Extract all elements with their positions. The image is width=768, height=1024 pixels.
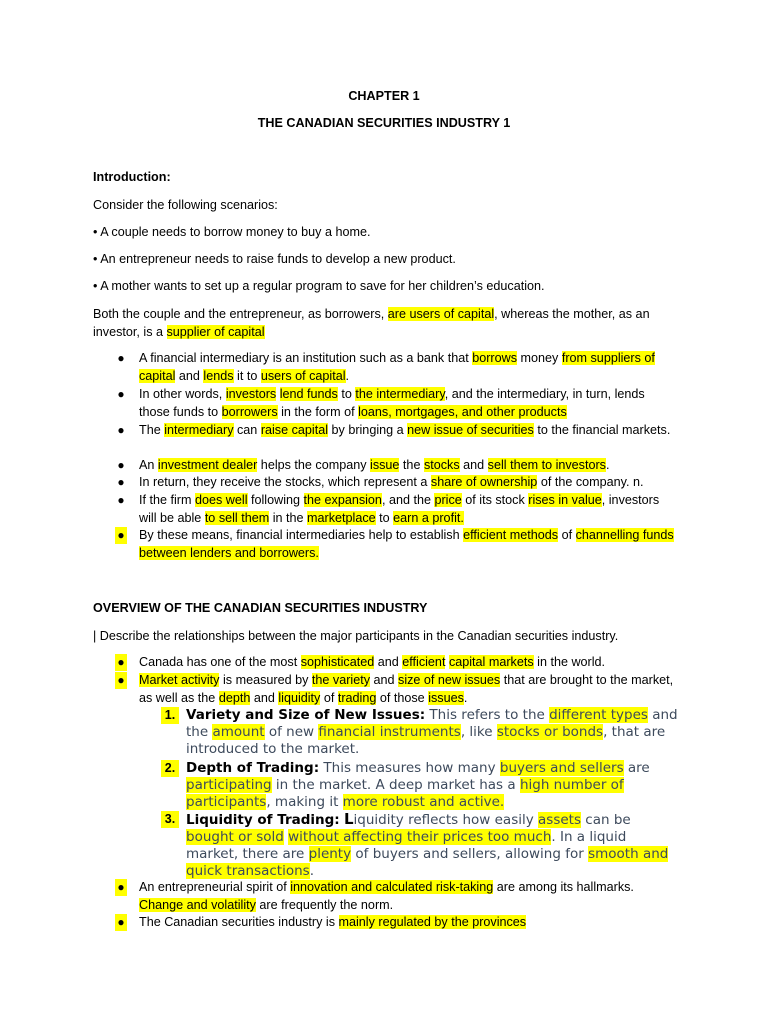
bullet-dot: ● [117,493,125,507]
intro-heading: Introduction: [93,170,171,184]
text-run: . [309,863,314,879]
text-run: . [463,690,468,705]
numbered-item [186,707,681,758]
numbered-item [186,811,681,880]
text-run: to [375,510,394,525]
scenario-item: • An entrepreneur needs to raise funds to develop a new product. [93,252,456,266]
bullet-dot: ● [117,351,125,365]
intro-paragraph [93,305,678,341]
text-run: The [139,423,165,437]
highlighted-text: participating [186,777,272,793]
list-number: 3. [161,811,179,828]
term-label: Depth of Trading: [186,760,320,776]
highlighted-text: smooth and quick transactions [186,846,669,879]
highlighted-text: different types [549,707,648,723]
text-run: An entrepreneurial spirit of [139,880,291,894]
bullet-dot: ● [115,527,127,544]
bullet-item [139,386,674,421]
highlighted-text: innovation and calculated risk-taking [290,880,494,894]
scenario-item: • A mother wants to set up a regular program to save for her children’s education. [93,279,545,293]
text-run: is measured by [219,673,312,687]
text-run: This refers to the [425,707,550,723]
bullet-item [139,879,674,914]
text-run: and the [186,707,678,740]
text-run: of [558,528,576,542]
text-run: of new [264,724,319,740]
text-run: and [175,368,204,383]
bullet-item [139,527,674,562]
text-run: in the form of [277,404,359,419]
highlighted-text: issue [370,458,400,472]
text-run: A financial intermediary is an institution such as a bank that [139,351,473,365]
text-run: can be [581,812,631,828]
scenario-lead: Consider the following scenarios: [93,198,278,212]
text-run: , like [460,724,497,740]
highlighted-text: the intermediary [355,387,445,401]
text-run: and [459,458,488,472]
highlighted-text: liquidity [278,690,321,705]
highlighted-text: raise capital [260,423,329,437]
text-run: An [139,458,158,472]
highlighted-text: Change and volatility [139,897,256,912]
text-run: are among its hallmarks. [493,880,634,894]
text-run: , and the intermediary, in turn, lends those funds to [139,387,645,419]
highlighted-text: supplier of capital [166,325,265,339]
bullet-dot: ● [117,387,125,401]
drop-letter: L [343,810,354,828]
text-run: of its stock [461,493,529,507]
highlighted-text: borrows [472,351,518,365]
highlighted-text: share of ownership [430,475,538,489]
text-run: of the company. n. [537,475,644,489]
bullet-item [139,654,674,672]
text-run: that are brought to the market, as well as the [139,673,674,705]
bullet-item [139,457,674,475]
text-run: to [337,387,356,401]
text-run: of those [376,690,429,705]
term-label: Variety and Size of New Issues: [186,707,426,723]
highlighted-text: to sell them [204,510,270,525]
text-run: of buyers and sellers, allowing for [351,846,589,862]
highlighted-text: investment dealer [157,458,258,472]
chapter-title: CHAPTER 1 [348,89,420,103]
text-run: in the world. [533,655,606,669]
highlighted-text: efficient [402,655,446,669]
highlighted-text: financial instruments [318,724,461,740]
overview-heading: OVERVIEW OF THE CANADIAN SECURITIES INDUSTRY [93,601,428,615]
highlighted-text: bought or sold [186,829,284,845]
text-run: In return, they receive the stocks, which represent a [139,475,431,489]
bullet-item [139,422,674,440]
text-run: are [623,760,650,776]
scenario-item: • A couple needs to borrow money to buy a home. [93,225,371,239]
highlighted-text: capital markets [448,655,534,669]
highlighted-text: lends [203,368,234,383]
bullet-dot: ● [115,654,127,671]
highlighted-text: the variety [311,673,370,687]
bullet-item [139,914,674,932]
bullet-dot: ● [115,914,127,931]
highlighted-text: Market activity [139,673,220,687]
highlighted-text: sell them to investors [487,458,606,472]
text-run: money [517,351,562,365]
highlighted-text: does well [194,493,248,507]
text-run: iquidity reflects how easily [353,812,539,828]
list-number: 1. [161,707,179,724]
highlighted-text: mainly regulated by the provinces [338,915,527,929]
text-run: are frequently the norm. [255,897,394,912]
bullet-dot: ● [117,423,125,437]
highlighted-text: trading [337,690,377,705]
highlighted-text: plenty [308,846,352,862]
highlighted-text: depth [218,690,251,705]
text-run: , making it [266,794,343,810]
highlighted-text: issues [428,690,464,705]
text-run: In other words, [139,387,226,401]
text-run: , whereas the mother, as an investor, is a [93,307,650,339]
text-run: to the financial markets. [533,423,671,437]
numbered-item [186,760,681,811]
highlighted-text: amount [212,724,265,740]
text-run: . [345,368,350,383]
bullet-dot: ● [115,879,127,896]
highlighted-text: size of new issues [398,673,501,687]
bullet-item [139,350,674,385]
term-label: Liquidity of Trading: [186,812,340,828]
learning-objective: | Describe the relationships between the major participants in the Canadian securities industry. [93,629,619,643]
chapter-subtitle: THE CANADIAN SECURITIES INDUSTRY 1 [257,116,511,130]
highlighted-text: more robust and active. [342,794,505,810]
text-run: . [605,458,610,472]
text-run: in the market. A deep market has a [271,777,520,793]
highlighted-text: are users of capital [387,307,495,321]
text-run: can [233,423,261,437]
text-run: and [250,690,279,705]
highlighted-text: without affecting their prices too much [288,829,552,845]
bullet-item [139,672,674,707]
highlighted-text: price [434,493,462,507]
highlighted-text: high number of participants [186,777,624,810]
bullet-dot: ● [117,458,125,472]
highlighted-text: lend funds [279,387,338,401]
text-run: Canada has one of the most [139,655,301,669]
highlighted-text: investors [225,387,277,401]
list-number: 2. [161,760,179,777]
text-run: The Canadian securities industry is [139,915,339,929]
highlighted-text: efficient methods [463,528,559,542]
highlighted-text: intermediary [164,423,234,437]
text-run: This measures how many [319,760,500,776]
highlighted-text: the expansion [303,493,382,507]
highlighted-text: loans, mortgages, and other products [358,404,567,419]
highlighted-text: assets [538,812,582,828]
highlighted-text: channelling funds between lenders and borrowers. [139,528,674,560]
highlighted-text: from suppliers of capital [139,351,655,383]
highlighted-text: earn a profit. [393,510,464,525]
bullet-dot: ● [117,475,125,489]
text-run: by bringing a [328,423,408,437]
highlighted-text: stocks [423,458,460,472]
highlighted-text: users of capital [260,368,346,383]
text-run: helps the company [257,458,371,472]
highlighted-text: sophisticated [300,655,375,669]
text-run: . In a liquid market, there are [186,829,627,862]
text-run: following [247,493,304,507]
bullet-item [139,474,674,492]
highlighted-text: stocks or bonds [496,724,604,740]
text-run: If the firm [139,493,195,507]
highlighted-text: buyers and sellers [499,760,624,776]
text-run: , and the [381,493,435,507]
text-run: By these means, financial intermediaries help to establish [139,528,464,542]
text-run: of [320,690,338,705]
highlighted-text: new issue of securities [407,423,534,437]
text-run: it to [233,368,261,383]
text-run: and [374,655,403,669]
highlighted-text: borrowers [221,404,278,419]
text-run: the [399,458,424,472]
highlighted-text: rises in value [528,493,602,507]
highlighted-text: marketplace [307,510,376,525]
text-run: and [370,673,399,687]
bullet-dot: ● [115,672,127,689]
text-run: in the [269,510,308,525]
text-run: , that are introduced to the market. [186,724,666,757]
bullet-item [139,492,674,527]
text-run: Both the couple and the entrepreneur, as borrowers, [93,307,388,321]
text-run: , investors will be able [139,493,660,525]
